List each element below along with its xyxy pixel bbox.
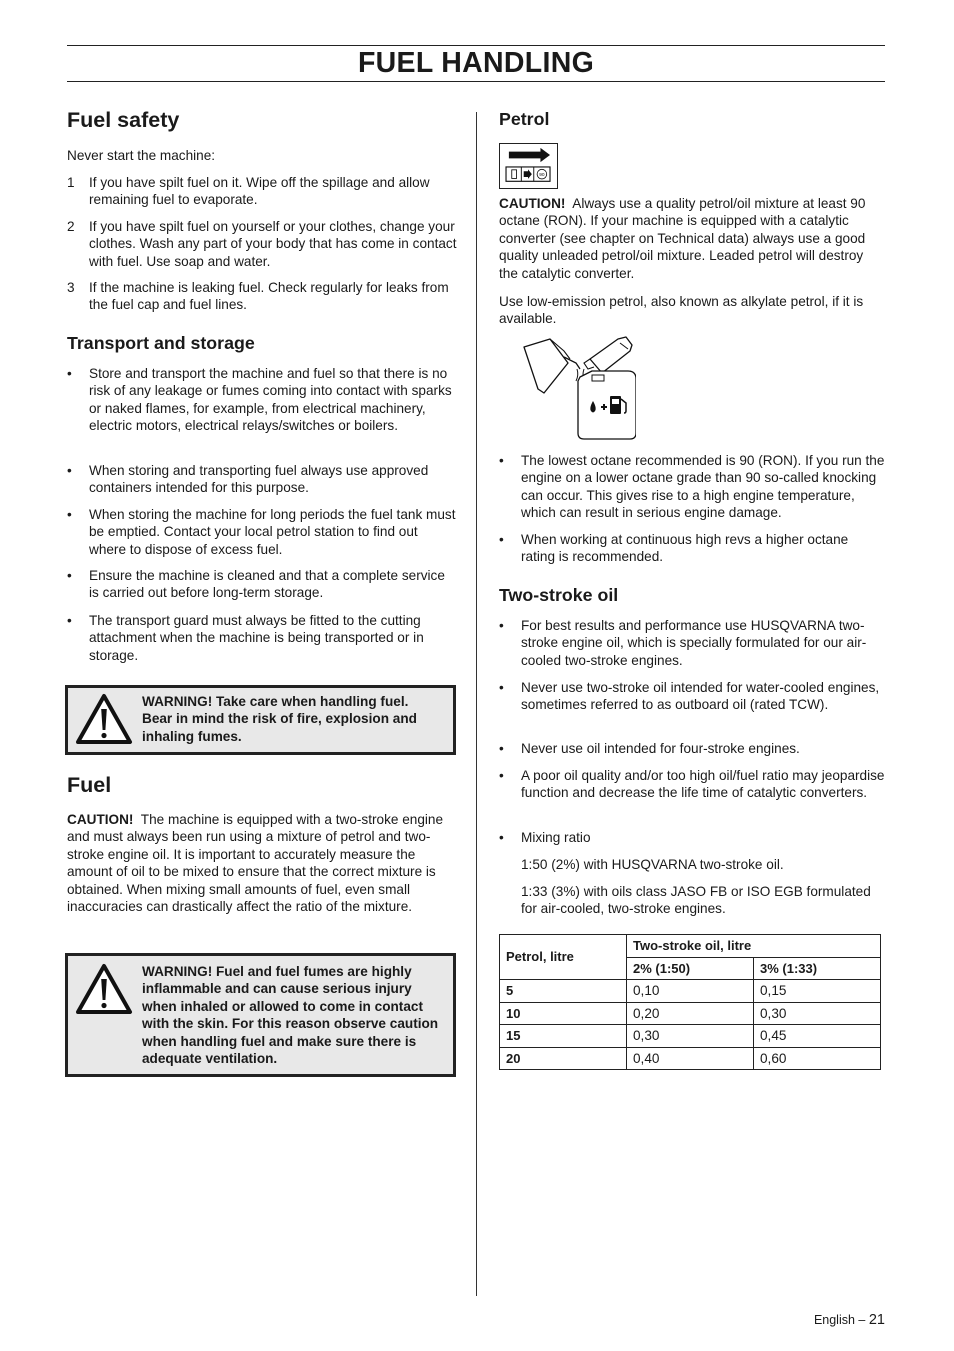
mixing-ratio-2: 1:33 (3%) with oils class JASO FB or ISO EGB formulated for air-cooled, two-stroke engines.: [521, 884, 871, 917]
warning-triangle-icon: [75, 963, 133, 1015]
list-marker: •: [67, 613, 72, 628]
mixing-ratio-1: 1:50 (2%) with HUSQVARNA two-stroke oil.: [521, 857, 784, 872]
caution-text: Always use a quality petrol/oil mixture at least 90 octane (RON). If your machine is equipped with a catalytic converter (see chapter on Technical data) always use a good quality unleaded petrol/oil mixture. Leaded petrol will destroy the catalytic converter.: [499, 196, 866, 281]
list-text: When storing the machine for long periods the fuel tank must be emptied. Contact your local petrol station to find out where to dispose of excess fuel.: [89, 507, 456, 557]
fuel-pump-octane-icon: [499, 143, 558, 189]
caution-label: CAUTION!: [499, 196, 566, 211]
list-item: [67, 365, 457, 435]
table-cell: 0,45: [754, 1025, 881, 1048]
list-text: A poor oil quality and/or too high oil/fuel ratio may jeopardise function and decrease the life time of catalytic converters.: [521, 768, 885, 801]
list-marker: •: [499, 768, 504, 783]
warning-text: WARNING! Take care when handling fuel. Bear in mind the risk of fire, explosion and inhaling fumes.: [142, 694, 417, 744]
table-cell: 0,30: [627, 1025, 754, 1048]
mixing-ratio-table: [499, 934, 881, 1070]
list-item: [67, 462, 457, 497]
fuel-safety-heading: Fuel safety: [67, 108, 180, 132]
list-item: [499, 617, 885, 669]
caution-text: The machine is equipped with a two-stroke engine and must always been run using a mixture of petrol and two-stroke engine oil. It is important to accurately measure the amount of oil to be mixed to ensure that the correct mixture is obtained. When mixing small amounts of fuel, even small inaccuracies can drastically affect the ratio of the mixture.: [67, 812, 444, 915]
table-cell: 0,20: [627, 1002, 754, 1025]
table-cell-petrol: 10: [500, 1002, 627, 1025]
petrol-caution: [499, 195, 885, 282]
table-row: [500, 980, 881, 1003]
table-subheader-2pct: 2% (1:50): [627, 957, 754, 980]
caution-label: CAUTION!: [67, 812, 134, 827]
list-text: When working at continuous high revs a higher octane rating is recommended.: [521, 532, 849, 565]
table-cell: 0,30: [754, 1002, 881, 1025]
fuel-mixing-cans-icon: [520, 333, 636, 441]
fuel-safety-intro: Never start the machine:: [67, 148, 216, 163]
list-marker: •: [67, 463, 72, 478]
warning-text: WARNING! Fuel and fuel fumes are highly inflammable and can cause serious injury when inhaled or allowed to come in contact with the skin. For this reason observe caution when handling fuel and make sure there is adequate ventilation.: [142, 964, 439, 1067]
list-item: [67, 612, 457, 664]
list-item: [499, 452, 885, 522]
table-cell: 0,60: [754, 1047, 881, 1070]
list-marker: •: [499, 618, 504, 633]
list-marker: 1: [67, 175, 75, 190]
list-item: [67, 279, 457, 314]
page-header: [67, 45, 885, 82]
list-item: [499, 679, 885, 714]
list-marker: •: [499, 680, 504, 695]
table-row: [500, 1002, 881, 1025]
table-cell-petrol: 15: [500, 1025, 627, 1048]
petrol-paragraph: Use low-emission petrol, also known as alkylate petrol, if it is available.: [499, 294, 864, 327]
list-item: [67, 218, 457, 270]
footer-language: English: [813, 1313, 855, 1327]
list-text: Never use oil intended for four-stroke engines.: [521, 741, 800, 756]
list-marker: •: [499, 741, 504, 756]
page-footer: [814, 1312, 885, 1329]
list-text: Mixing ratio: [521, 830, 591, 845]
octane-badge: 90: [539, 173, 545, 179]
table-cell: 0,10: [627, 980, 754, 1003]
list-text: If the machine is leaking fuel. Check regularly for leaks from the fuel cap and fuel lines.: [89, 280, 449, 313]
list-item: [499, 531, 885, 566]
two-stroke-oil-heading: Two-stroke oil: [499, 585, 619, 605]
page-title: FUEL HANDLING: [357, 47, 595, 79]
list-text: Never use two-stroke oil intended for water-cooled engines, sometimes referred to as outboard oil (rated TCW).: [521, 680, 880, 713]
list-text: Store and transport the machine and fuel so that there is no risk of any leakage or fumes coming into contact with sparks or naked flames, for example, from electrical machinery, electric motors, electrical relays/switches or boilers.: [89, 366, 452, 434]
list-text: The lowest octane recommended is 90 (RON). If you run the engine on a lower octane grade than 90 so-called knocking can occur. This gives rise to a high engine temperature, which can result in serious engine damage.: [521, 453, 885, 521]
list-item: [499, 767, 885, 802]
list-item: [67, 506, 457, 558]
petrol-heading: Petrol: [499, 109, 550, 129]
list-item: [499, 740, 885, 757]
list-marker: •: [499, 830, 504, 845]
warning-box-handling: [65, 685, 456, 755]
list-marker: •: [499, 453, 504, 468]
list-marker: •: [67, 366, 72, 381]
list-text: For best results and performance use HUSQVARNA two-stroke engine oil, which is specially formulated for our air-cooled two-stroke engines.: [521, 618, 867, 668]
list-text: If you have spilt fuel on it. Wipe off the spillage and allow remaining fuel to evaporate.: [89, 175, 430, 208]
fuel-caution: [67, 811, 455, 915]
warning-triangle-icon: [75, 693, 133, 745]
table-cell-petrol: 5: [500, 980, 627, 1003]
table-cell: 0,15: [754, 980, 881, 1003]
list-marker: 3: [67, 280, 75, 295]
table-cell-petrol: 20: [500, 1047, 627, 1070]
table-header-petrol: Petrol, litre: [500, 935, 627, 980]
fuel-heading: Fuel: [67, 773, 112, 797]
list-text: The transport guard must always be fitted to the cutting attachment when the machine is being transported or in storage.: [89, 613, 424, 663]
list-marker: 2: [67, 219, 75, 234]
list-marker: •: [67, 507, 72, 522]
warning-box-fumes: [65, 953, 456, 1077]
table-header-oil: Two-stroke oil, litre: [627, 935, 881, 958]
table-cell: 0,40: [627, 1047, 754, 1070]
list-text: When storing and transporting fuel always use approved containers intended for this purpose.: [89, 463, 429, 496]
list-marker: •: [67, 568, 72, 583]
footer-dash: –: [858, 1313, 866, 1327]
page-number: 21: [868, 1312, 885, 1328]
transport-heading: Transport and storage: [67, 333, 255, 353]
list-item: [67, 567, 457, 602]
table-row: [500, 1047, 881, 1070]
column-divider: [476, 112, 477, 1296]
list-text: If you have spilt fuel on yourself or your clothes, change your clothes. Wash any part of your body that has come in contact with fuel. Use soap and water.: [89, 219, 457, 269]
table-row: [500, 1025, 881, 1048]
list-item: [499, 829, 885, 846]
table-subheader-3pct: 3% (1:33): [754, 957, 881, 980]
list-marker: •: [499, 532, 504, 547]
list-text: Ensure the machine is cleaned and that a complete service is carried out before long-term storage.: [89, 568, 445, 601]
list-item: [67, 174, 457, 209]
table-header-row: [500, 935, 881, 958]
